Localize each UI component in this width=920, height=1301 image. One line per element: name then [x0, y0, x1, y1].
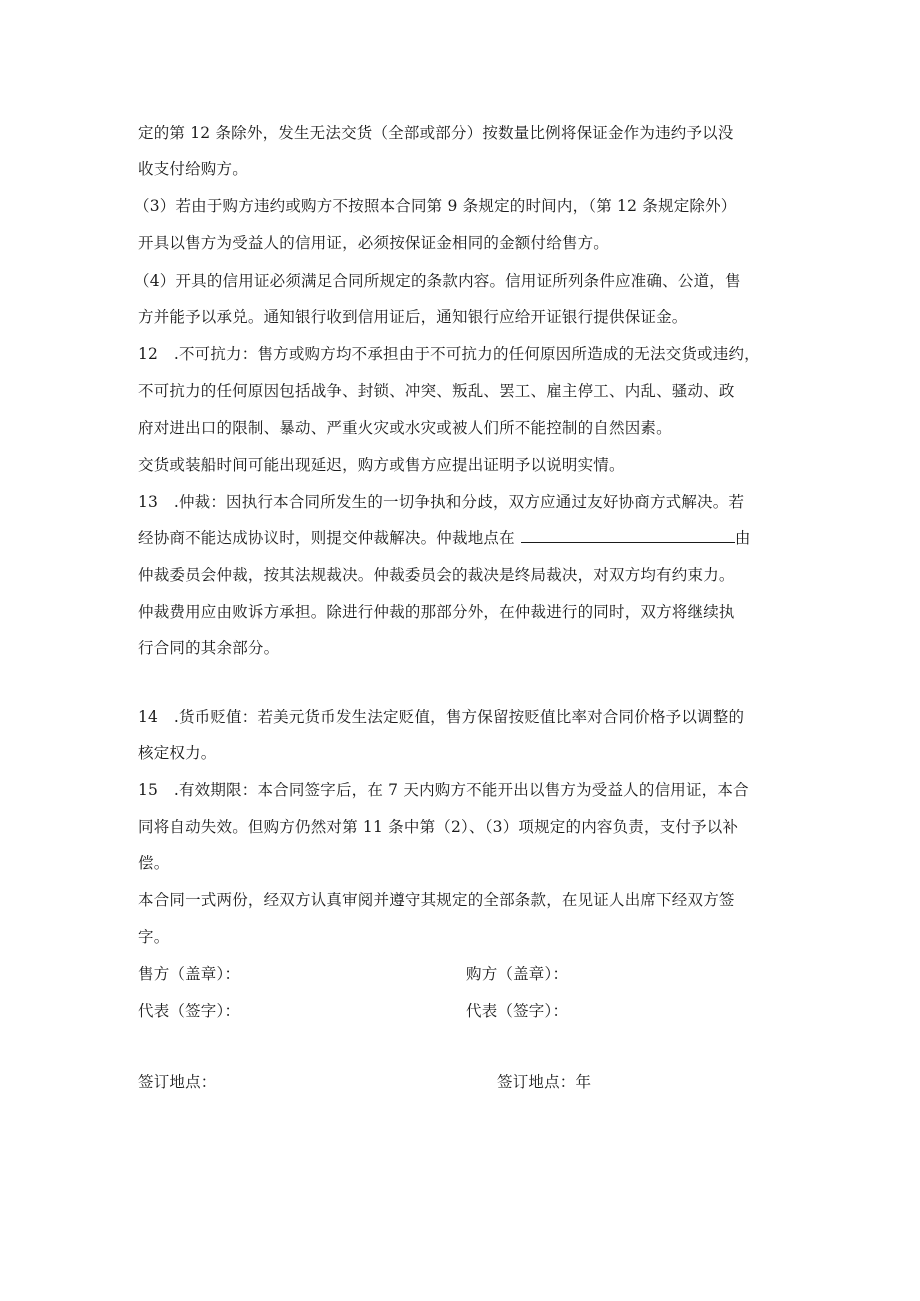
seller-seal-label: 售方（盖章）：	[138, 965, 241, 983]
text-line: 字。	[138, 928, 170, 946]
text-line: 方并能予以承兑。通知银行收到信用证后，通知银行应给开证银行提供保证金。	[138, 308, 688, 326]
text-line: 收支付给购方。	[138, 160, 248, 178]
arbitration-place-blank[interactable]	[521, 528, 735, 543]
text-line: 仲裁委员会仲裁，按其法规裁决。仲裁委员会的裁决是终局裁决，对双方均有约束力。	[138, 566, 735, 584]
clause-12: 12 .不可抗力：售方或购方均不承担由于不可抗力的任何原因所造成的无法交货或违约，	[138, 345, 760, 363]
buyer-rep-label: 代表（签字）：	[466, 1002, 569, 1020]
text-line: 定的第 12 条除外，发生无法交货（全部或部分）按数量比例将保证金作为违约予以没	[138, 124, 734, 142]
text-line: 不可抗力的任何原因包括战争、封锁、冲突、叛乱、罢工、雇主停工、内乱、骚动、政	[138, 382, 735, 400]
text-segment: 由	[734, 529, 751, 547]
signing-place-right: 签订地点：年	[497, 1073, 592, 1091]
text-segment: 经协商不能达成协议时，则提交仲裁解决。仲裁地点在	[138, 529, 515, 547]
text-line: 开具以售方为受益人的信用证，必须按保证金相同的金额付给售方。	[138, 234, 610, 252]
text-line: （4）开具的信用证必须满足合同所规定的条款内容。信用证所列条件应准确、公道，售	[134, 272, 741, 290]
text-line: （3）若由于购方违约或购方不按照本合同第 9 条规定的时间内，（第 12 条规定除外）	[134, 197, 737, 215]
text-line: 仲裁费用应由败诉方承担。除进行仲裁的那部分外，在仲裁进行的同时，双方将继续执	[138, 603, 735, 621]
clause-15: 15 .有效期限：本合同签字后，在 7 天内购方不能开出以售方为受益人的信用证，本合	[138, 781, 749, 799]
clause-14: 14 .货币贬值：若美元货币发生法定贬值，售方保留按贬值比率对合同价格予以调整的	[138, 708, 745, 726]
signing-place-left: 签订地点：	[138, 1073, 217, 1091]
seller-rep-label: 代表（签字）：	[138, 1002, 241, 1020]
buyer-seal-label: 购方（盖章）：	[466, 965, 569, 983]
clause-13: 13 .仲裁：因执行本合同所发生的一切争执和分歧，双方应通过友好协商方式解决。若	[138, 493, 745, 511]
text-line: 交货或装船时间可能出现延迟，购方或售方应提出证明予以说明实情。	[138, 456, 625, 474]
text-line: 行合同的其余部分。	[138, 639, 280, 657]
text-line: 偿。	[138, 854, 170, 872]
text-line: 同将自动失效。但购方仍然对第 11 条中第（2）、（3）项规定的内容负责，支付予以补	[138, 818, 739, 836]
arbitration-place-line	[138, 527, 751, 549]
text-line: 核定权力。	[138, 744, 217, 762]
closing-statement: 本合同一式两份，经双方认真审阅并遵守其规定的全部条款，在见证人出席下经双方签	[138, 891, 735, 909]
text-line: 府对进出口的限制、暴动、严重火灾或水灾或被人们所不能控制的自然因素。	[138, 419, 672, 437]
